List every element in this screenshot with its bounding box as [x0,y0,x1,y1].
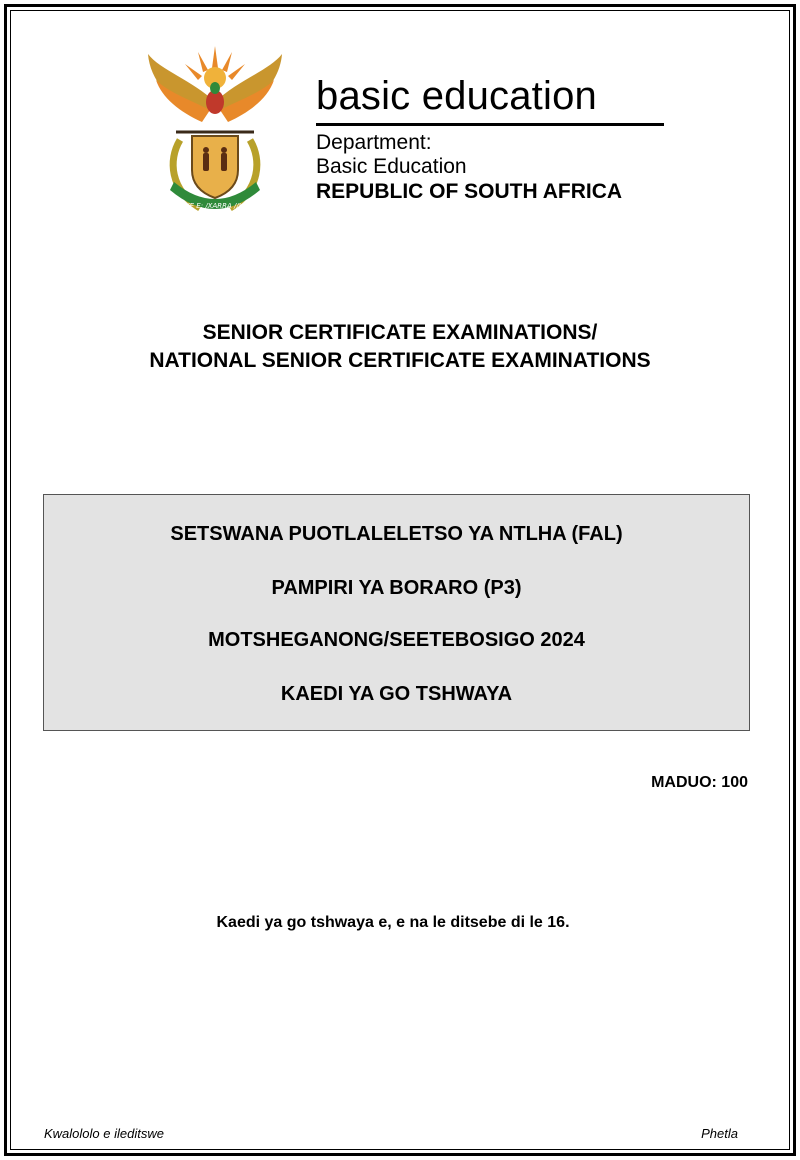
document-type: KAEDI YA GO TSHWAYA [280,683,513,705]
footer-turn-over: Phetla [701,1126,738,1141]
exam-session: MOTSHEGANONG/SEETEBOSIGO 2024 [208,629,585,651]
svg-text:!KE E: /XARRA //KE: !KE E: /XARRA //KE [182,202,248,210]
exam-title-line1: SENIOR CERTIFICATE EXAMINATIONS/ [202,321,598,344]
brand-title: basic education [316,74,597,118]
brand-rule [316,123,664,126]
total-marks: MADUO: 100 [651,774,748,791]
subject-name: SETSWANA PUOTLALELETSO YA NTLHA (FAL) [170,523,623,545]
footer-copyright: Kwalololo e ileditswe [44,1126,164,1141]
paper-number: PAMPIRI YA BORARO (P3) [271,577,522,599]
country-name: REPUBLIC OF SOUTH AFRICA [316,180,623,203]
department-label: Department: [316,131,432,154]
department-name: Basic Education [316,155,467,178]
exam-title-line2: NATIONAL SENIOR CERTIFICATE EXAMINATIONS [149,349,651,372]
coat-of-arms-icon [140,40,290,218]
page-count-note: Kaedi ya go tshwaya e, e na le ditsebe di le 16. [216,914,570,931]
subject-box [43,494,750,731]
